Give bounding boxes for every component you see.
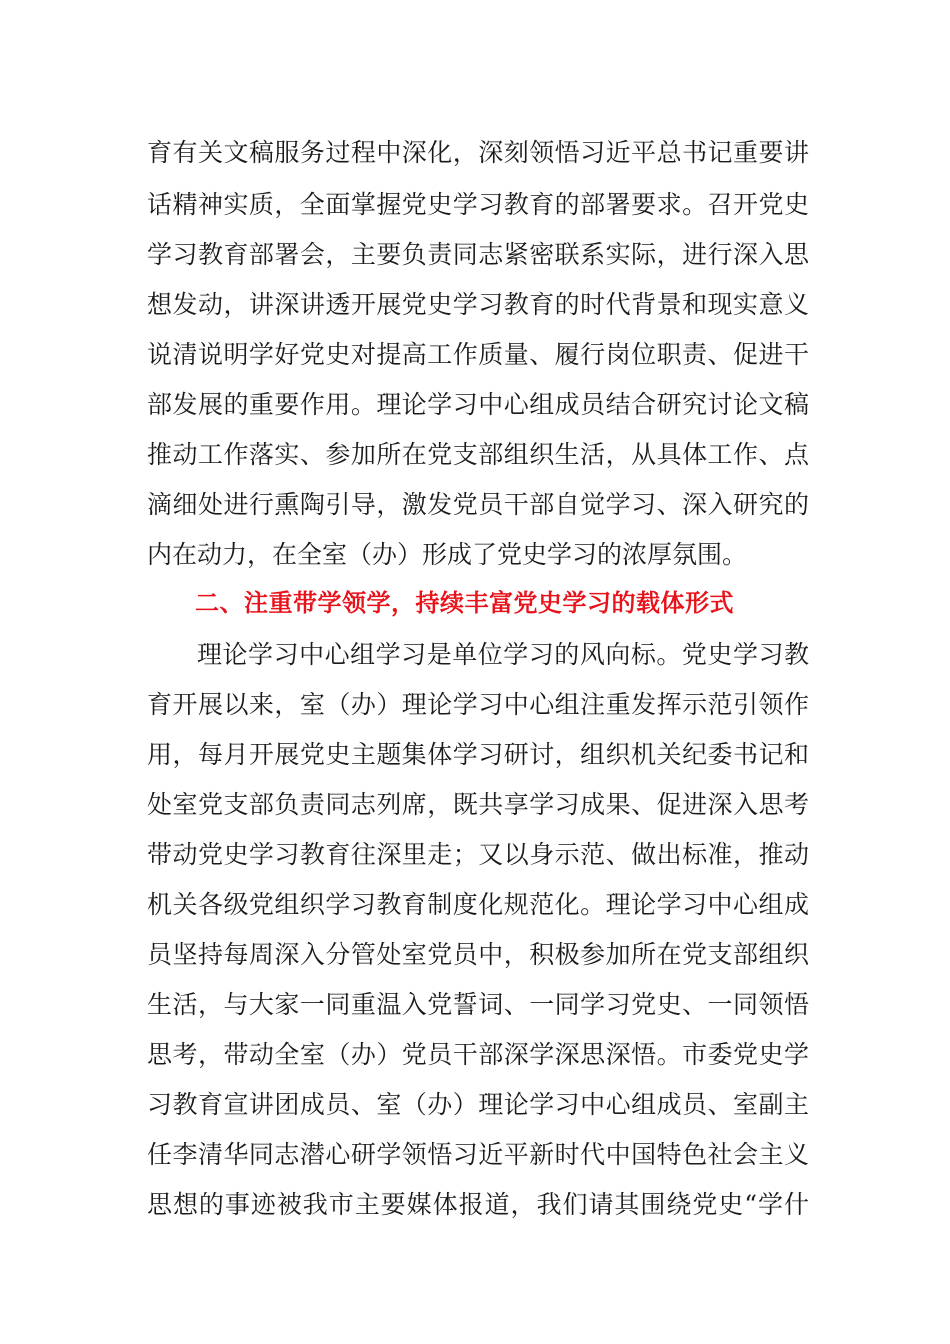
paragraph-2-line-11: 任李清华同志潜心研学领悟习近平新时代中国特色社会主义: [147, 1140, 809, 1169]
paragraph-2-line-2: 育开展以来，室（办）理论学习中心组注重发挥示范引领作: [147, 690, 809, 719]
paragraph-1-line-2: 话精神实质，全面掌握党史学习教育的部署要求。召开党史: [147, 190, 809, 219]
paragraph-2-line-10: 习教育宣讲团成员、室（办）理论学习中心组成员、室副主: [147, 1090, 809, 1119]
paragraph-2-line-5: 带动党史学习教育往深里走；又以身示范、做出标准，推动: [147, 840, 809, 869]
paragraph-2-line-7: 员坚持每周深入分管处室党员中，积极参加所在党支部组织: [147, 940, 809, 969]
paragraph-2-line-8: 生活，与大家一同重温入党誓词、一同学习党史、一同领悟: [147, 990, 809, 1019]
section-heading: 二、注重带学领学，持续丰富党史学习的载体形式: [195, 589, 734, 617]
paragraph-2-line-12: 思想的事迹被我市主要媒体报道，我们请其围绕党史“学什: [147, 1190, 809, 1219]
paragraph-1-line-4: 想发动，讲深讲透开展党史学习教育的时代背景和现实意义: [147, 290, 809, 319]
paragraph-1-line-6: 部发展的重要作用。理论学习中心组成员结合研究讨论文稿: [147, 390, 809, 419]
paragraph-2-line-6: 机关各级党组织学习教育制度化规范化。理论学习中心组成: [147, 890, 809, 919]
paragraph-2-line-4: 处室党支部负责同志列席，既共享学习成果、促进深入思考: [147, 790, 809, 819]
paragraph-1-line-1: 育有关文稿服务过程中深化，深刻领悟习近平总书记重要讲: [147, 138, 809, 167]
paragraph-1-line-7: 推动工作落实、参加所在党支部组织生活，从具体工作、点: [147, 440, 809, 469]
paragraph-1-line-3: 学习教育部署会，主要负责同志紧密联系实际，进行深入思: [147, 240, 809, 269]
paragraph-1-line-5: 说清说明学好党史对提高工作质量、履行岗位职责、促进干: [147, 340, 809, 369]
paragraph-2-line-1: 理论学习中心组学习是单位学习的风向标。党史学习教: [197, 640, 809, 669]
paragraph-2-line-9: 思考，带动全室（办）党员干部深学深思深悟。市委党史学: [147, 1040, 809, 1069]
paragraph-1-line-9: 内在动力，在全室（办）形成了党史学习的浓厚氛围。: [147, 540, 748, 569]
paragraph-1-line-8: 滴细处进行熏陶引导，激发党员干部自觉学习、深入研究的: [147, 490, 809, 519]
paragraph-2-line-3: 用，每月开展党史主题集体学习研讨，组织机关纪委书记和: [147, 740, 809, 769]
